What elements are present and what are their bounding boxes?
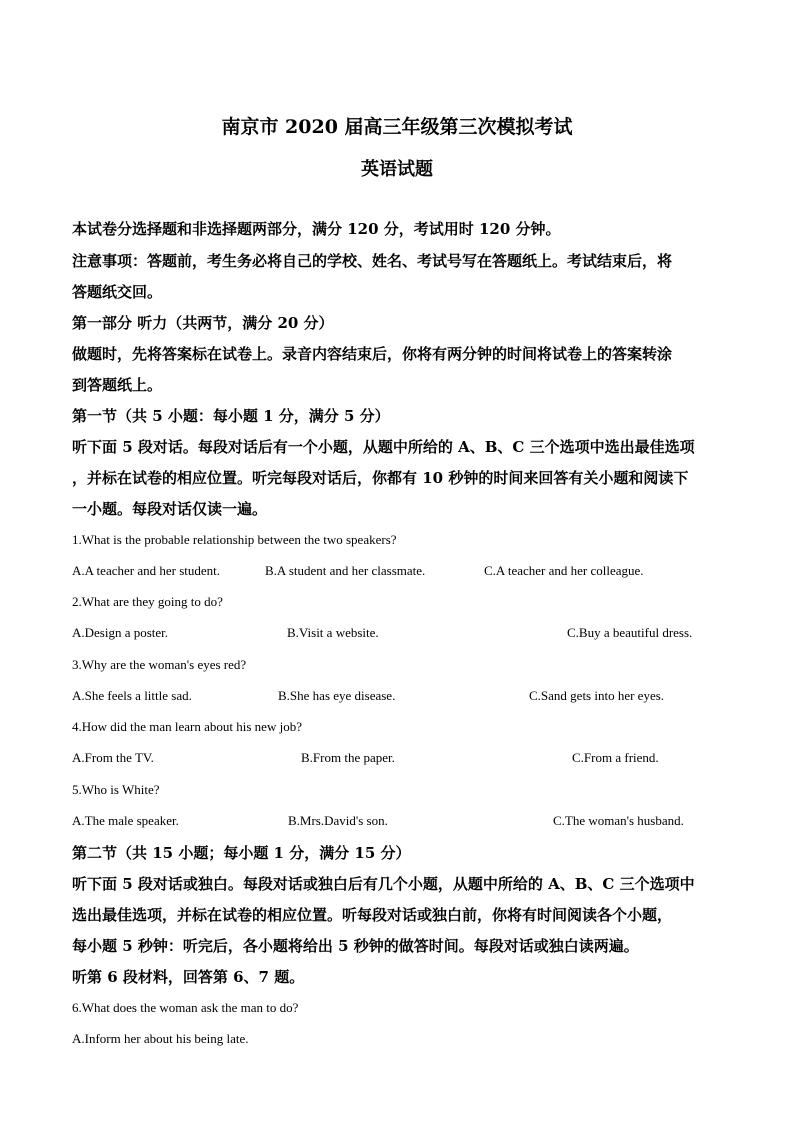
section1-instructions-3: 一小题。每段对话仅读一遍。: [72, 500, 268, 518]
section2-instructions-1: 听下面 5 段对话或独白。每段对话或独白后有几个小题，从题中所给的 A、B、C 三个选项中: [72, 875, 695, 893]
question-3: 3.Why are the woman's eyes red?: [72, 657, 247, 672]
intro-text: 本试卷分选择题和非选择题两部分，满分 120 分，考试用时 120 分钟。: [72, 220, 561, 238]
question-3-option-a: A.She feels a little sad.: [72, 688, 192, 703]
part1-heading: 第一部分 听力（共两节，满分 20 分）: [72, 314, 334, 332]
question-5: 5.Who is White?: [72, 782, 160, 797]
question-2-option-c: C.Buy a beautiful dress.: [567, 625, 693, 640]
notice-line-2: 答题纸交回。: [72, 283, 163, 301]
question-6: 6.What does the woman ask the man to do?: [72, 1000, 299, 1015]
question-1-option-b: B.A student and her classmate.: [265, 563, 426, 578]
material6-heading: 听第 6 段材料，回答第 6、7 题。: [72, 968, 305, 986]
question-5-option-a: A.The male speaker.: [72, 813, 179, 828]
question-1-option-c: C.A teacher and her colleague.: [484, 563, 644, 578]
section1-heading: 第一节（共 5 小题：每小题 1 分，满分 5 分）: [72, 407, 390, 425]
question-4-option-b: B.From the paper.: [301, 750, 395, 765]
section2-instructions-2: 选出最佳选项，并标在试卷的相应位置。听每段对话或独白前，你将有时间阅读各个小题，: [72, 906, 673, 924]
question-1-option-a: A.A teacher and her student.: [72, 563, 221, 578]
question-4: 4.How did the man learn about his new job?: [72, 719, 302, 734]
question-1: 1.What is the probable relationship between the two speakers?: [72, 532, 397, 547]
section1-instructions-1: 听下面 5 段对话。每段对话后有一个小题，从题中所给的 A、B、C 三个选项中选出最佳选项: [72, 438, 695, 456]
notice-line-1: 注意事项：答题前，考生务必将自己的学校、姓名、考试号写在答题纸上。考试结束后，将: [72, 252, 673, 270]
question-5-option-c: C.The woman's husband.: [553, 813, 684, 828]
section2-instructions-3: 每小题 5 秒钟：听完后，各小题将给出 5 秒钟的做答时间。每段对话或独白读两遍。: [72, 937, 639, 955]
question-4-option-a: A.From the TV.: [72, 750, 154, 765]
question-3-option-b: B.She has eye disease.: [278, 688, 396, 703]
question-2-option-b: B.Visit a website.: [287, 625, 379, 640]
question-5-option-b: B.Mrs.David's son.: [288, 813, 388, 828]
question-4-option-c: C.From a friend.: [572, 750, 659, 765]
question-2-option-a: A.Design a poster.: [72, 625, 169, 640]
question-2: 2.What are they going to do?: [72, 594, 223, 609]
part1-instructions-1: 做题时，先将答案标在试卷上。录音内容结束后，你将有两分钟的时间将试卷上的答案转涂: [72, 345, 673, 363]
section1-instructions-2: ，并标在试卷的相应位置。听完每段对话后，你都有 10 秒钟的时间来回答有关小题和阅读下: [72, 469, 689, 487]
question-3-option-c: C.Sand gets into her eyes.: [529, 688, 665, 703]
exam-subtitle: 英语试题: [361, 159, 433, 180]
part1-instructions-2: 到答题纸上。: [72, 376, 163, 394]
question-6-option-a: A.Inform her about his being late.: [72, 1031, 249, 1046]
section2-heading: 第二节（共 15 小题；每小题 1 分，满分 15 分）: [72, 844, 411, 862]
exam-title: 南京市 2020 届高三年级第三次模拟考试: [221, 116, 573, 138]
